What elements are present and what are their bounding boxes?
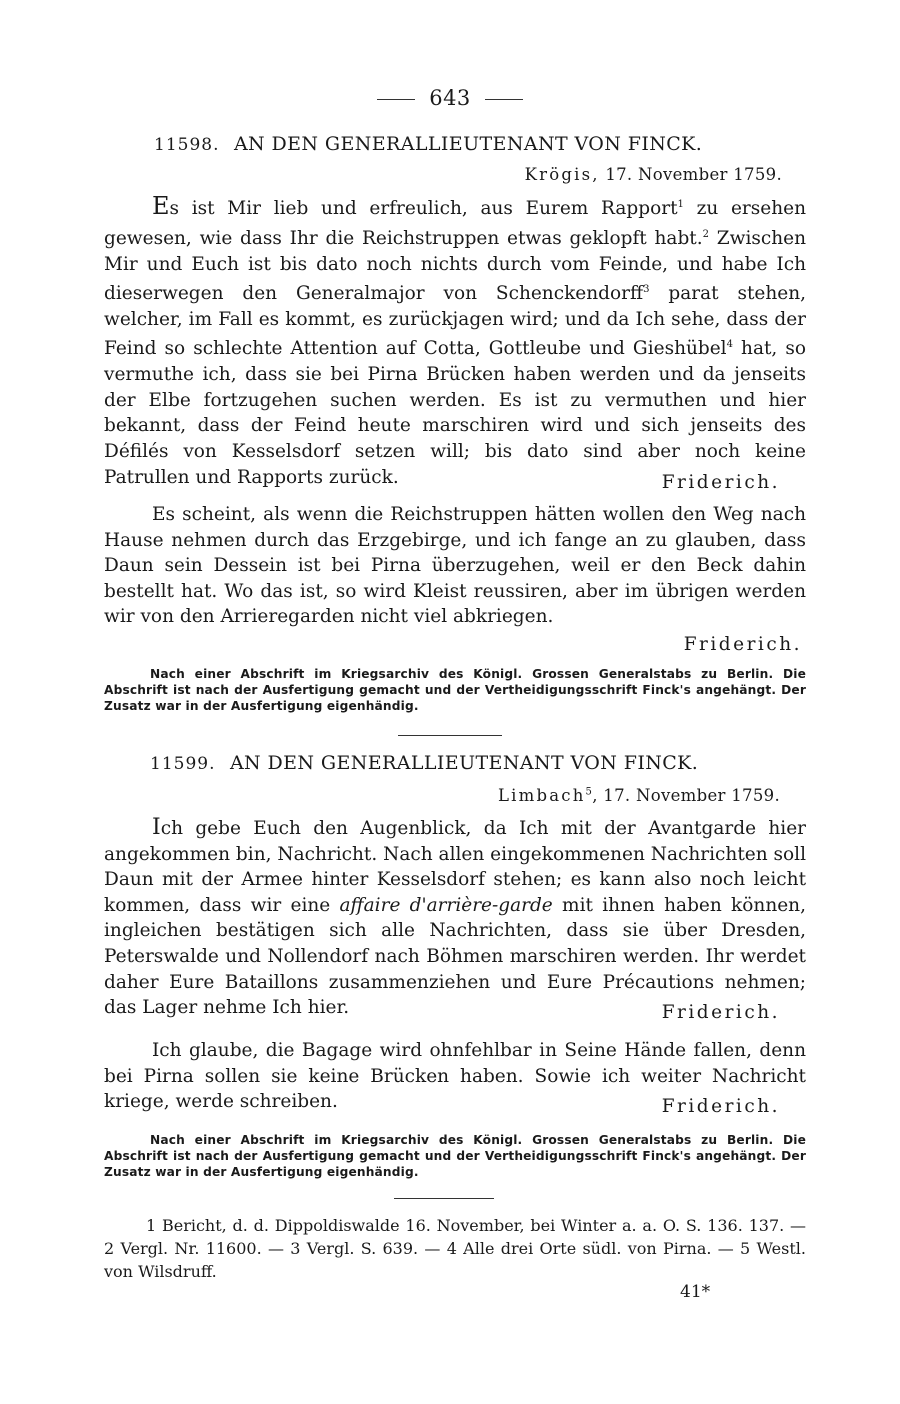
source-note: Nach einer Abschrift im Kriegsarchiv des Königl. Grossen Generalstabs zu Berlin. Die Abschrift ist nach der Ausfertigung gemacht und der Vertheidigungsschrift Finck's angehängt. Der Zusatz war in der Ausfertigung eigenhändig. <box>104 1133 806 1179</box>
letter-title: AN DEN GENERALLIEUTENANT VON FINCK. <box>229 752 699 774</box>
signature-mark: 41* <box>680 1282 711 1302</box>
footnote-ref: 2 <box>702 228 709 240</box>
separator-rule <box>398 735 502 736</box>
letter-number: 11598. <box>154 135 220 155</box>
letter-dateline <box>498 786 780 805</box>
footnote-ref: 1 <box>677 199 684 210</box>
letter-title: AN DEN GENERALLIEUTENANT VON FINCK. <box>233 133 703 155</box>
letter-place: Limbach <box>497 786 586 805</box>
signature: Friderich. <box>661 471 780 493</box>
footnote-ref: 4 <box>726 339 733 351</box>
signature: Friderich. <box>661 1002 780 1024</box>
postscript: Es scheint, als wenn die Reichstruppen hätten wollen den Weg nach Hause nehmen durch das Erzgebirge, und ich fange an zu glauben, dass Daun sein Dessein ist bei Pirna überzugehen, weil er den Beck dahin bestellt hat. Wo das ist, so wird Kleist reussiren, aber im übrigen werden wir von den Arrieregarden nicht viel abkriegen. <box>104 504 806 628</box>
letter-dateline <box>525 165 782 184</box>
footnote-ref: 5 <box>585 786 593 798</box>
page-number: 643 <box>0 86 900 110</box>
letter-heading <box>154 133 854 155</box>
dash-right <box>485 99 523 100</box>
signature: Friderich. <box>661 1096 780 1118</box>
letter-number: 11599. <box>150 754 216 774</box>
italic-phrase: affaire d'arrière-garde <box>339 894 553 916</box>
footnote-ref: 3 <box>643 284 650 296</box>
letter-body: Es ist Mir lieb und erfreulich, aus Eurem Rapport$^1$ zu ersehen gewesen, wie dass Ihr die Reichstruppen etwas geklopft habt.$^2$ Zwischen Mir und Euch ist bis dato noch nichts durch vom Feinde, und habe Ich dieserwegen den Generalmajor von Schenckendorff$^3$ parat stehen, welcher, im Fall es kommt, es zurückjagen wird; und da Ich sehe, dass der Feind so schlechte Attention auf Cotta, Gottleube und Gieshübel$^4$ hat, so vermuthe ich, dass sie bei Pirna Brücken haben werden und da jenseits der Elbe fortzugehen suchen werden. Es ist zu vermuthen und hier bekannt, dass der Feind heute marschiren wird und sich jenseits des Défilés von Kesselsdorf setzen will; bis dato sind aber noch keine Patrullen und Rapports zurück. Friderich. <box>104 192 806 495</box>
signature: Friderich. <box>683 634 802 655</box>
separator-rule <box>394 1198 494 1199</box>
postscript: Ich glaube, die Bagage wird ohnfehlbar in Seine Hände fallen, denn bei Pirna sollen sie keine Brücken haben. Sowie ich weiter Nachricht kriege, werde schreiben. Friderich. <box>104 1038 806 1120</box>
letter-place: Krögis, <box>524 165 600 184</box>
source-note: Nach einer Abschrift im Kriegsarchiv des Königl. Grossen Generalstabs zu Berlin. Die Abschrift ist nach der Ausfertigung gemacht und der Vertheidigungsschrift Finck's angehängt. Der Zusatz war in der Ausfertigung eigenhändig. <box>104 667 806 713</box>
letter-date: 17. November 1759. <box>605 165 782 184</box>
footnotes: 1 Bericht, d. d. Dippoldiswalde 16. November, bei Winter a. a. O. S. 136. 137. — 2 Vergl. Nr. 11600. — 3 Vergl. S. 639. — 4 Alle drei Orte südl. von Pirna. — 5 Westl. von Wilsdruff. <box>104 1216 806 1281</box>
letter-heading <box>150 752 850 774</box>
dash-left <box>377 99 415 100</box>
letter-date: , 17. November 1759. <box>592 786 780 805</box>
letter-body: Ich gebe Euch den Augenblick, da Ich mit der Avantgarde hier angekommen bin, Nachricht. Nach allen eingekommenen Nachrichten soll Daun mit der Armee hinter Kesselsdorf stehen; es kann also noch leicht kommen, dass wir eine affaire d'arrière-garde mit ihnen haben können, ingleichen bestätigen sich alle Nachrichten, dass sie über Dresden, Peterswalde und Nollendorf nach Böhmen marschiren werden. Ihr werdet daher Eure Bataillons zusammenziehen und Eure Précautions nehmen; das Lager nehme Ich hier. Friderich. <box>104 815 806 1026</box>
